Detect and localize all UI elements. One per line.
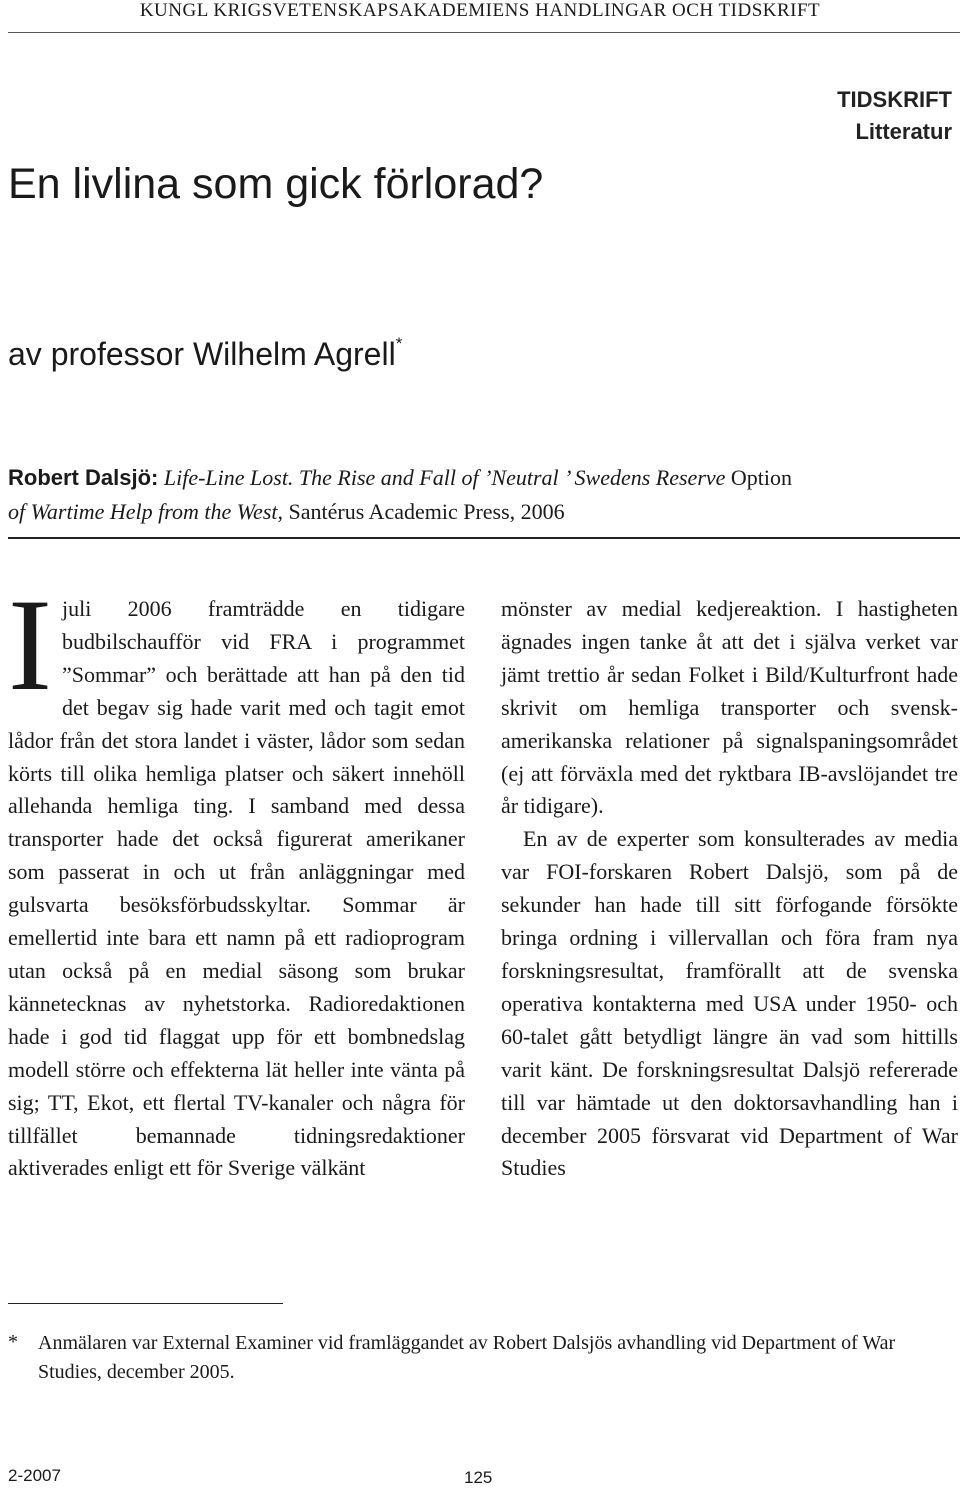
book-title-line2: of Wartime Help from the West, (8, 499, 283, 524)
book-title: Life-Line Lost. The Rise and Fall of ’Neutral ’ Swedens Reserve (163, 465, 726, 490)
publisher: Santérus Academic Press, 2006 (288, 499, 565, 524)
body-column-left (8, 571, 465, 1185)
reviewed-author: Robert Dalsjö: (8, 465, 159, 490)
author-footnote-mark: * (395, 334, 403, 353)
journal-header: KUNGL KRIGSVETENSKAPSAKADEMIENS HANDLINGAR OCH TIDSKRIFT (139, 0, 821, 21)
page-number: 125 (464, 1468, 493, 1487)
footnote-divider (8, 1303, 283, 1304)
paragraph: juli 2006 framträdde en tidigare budbilschaufför vid FRA i programmet ”Sommar” och berättade att han på den tid det begav sig hade varit med och tagit emot lådor från det stora landet i väster, lådor som sedan körts till olika hemliga platser och säkert innehöll allehanda hemliga ting. I samband med dessa transporter hade det också figurerat amerikaner som passerat in och ut från anläggningar med gulsvarta besöksförbudsskyltar. Sommar är emellertid inte bara ett namn på ett radioprogram utan också på en medial säsong som brukar kännetecknas av nyhetstorka. Radioredaktionen hade i god tid flaggat upp för ett bombnedslag modell större och effekterna lät heller inte vänta på sig; TT, Ekot, ett flertal TV-kanaler och några för tillfället bemannade tidningsredaktioner aktiverades enligt ett för Sverige välkänt (8, 596, 465, 1181)
author-name: av professor Wilhelm Agrell (8, 336, 396, 372)
footnote-mark: * (8, 1331, 18, 1353)
review-reference (8, 461, 960, 529)
section-name: TIDSKRIFT (837, 87, 952, 112)
body-column-right (501, 593, 958, 1185)
article-title: En livlina som gick förlorad? (8, 160, 544, 208)
book-title-cont: Option (730, 465, 793, 490)
issue-number: 2-2007 (8, 1466, 61, 1485)
header-divider (8, 32, 960, 33)
paragraph: mönster av medial kedjereaktion. I hastigheten ägnades ingen tanke åt att det i själva verket var jämt trettio år sedan Folket i Bild/Kulturfront hade skrivit om hemliga transporter och svensk-amerikanska relationer på signalspaningsområdet (ej att förväxla med det ryktbara IB-avslöjandet tre år tidigare). (501, 596, 958, 819)
paragraph: En av de experter som konsulterades av media var FOI-forskaren Robert Dalsjö, som på de sekunder han hade till sitt förfogande försökte bringa ordning i villervallan och föra fram nya forskningsresultat, framförallt att de svenska operativa kontakterna med USA under 1950- och 60-talet gått betydligt längre än vad som hittills varit känt. De forskningsresultat Dalsjö refererade till var hämtade ut den doktorsavhandling han i december 2005 försvarat vid Department of War Studies (501, 826, 958, 1181)
drop-cap: I (8, 571, 52, 718)
footnote-text: Anmälaren var External Examiner vid framläggandet av Robert Dalsjös avhandling vid Department of War Studies, december 2005. (38, 1332, 896, 1383)
section-label (837, 84, 952, 148)
subsection-name: Litteratur (855, 119, 952, 144)
reference-divider (8, 537, 960, 539)
article-author (8, 336, 402, 373)
